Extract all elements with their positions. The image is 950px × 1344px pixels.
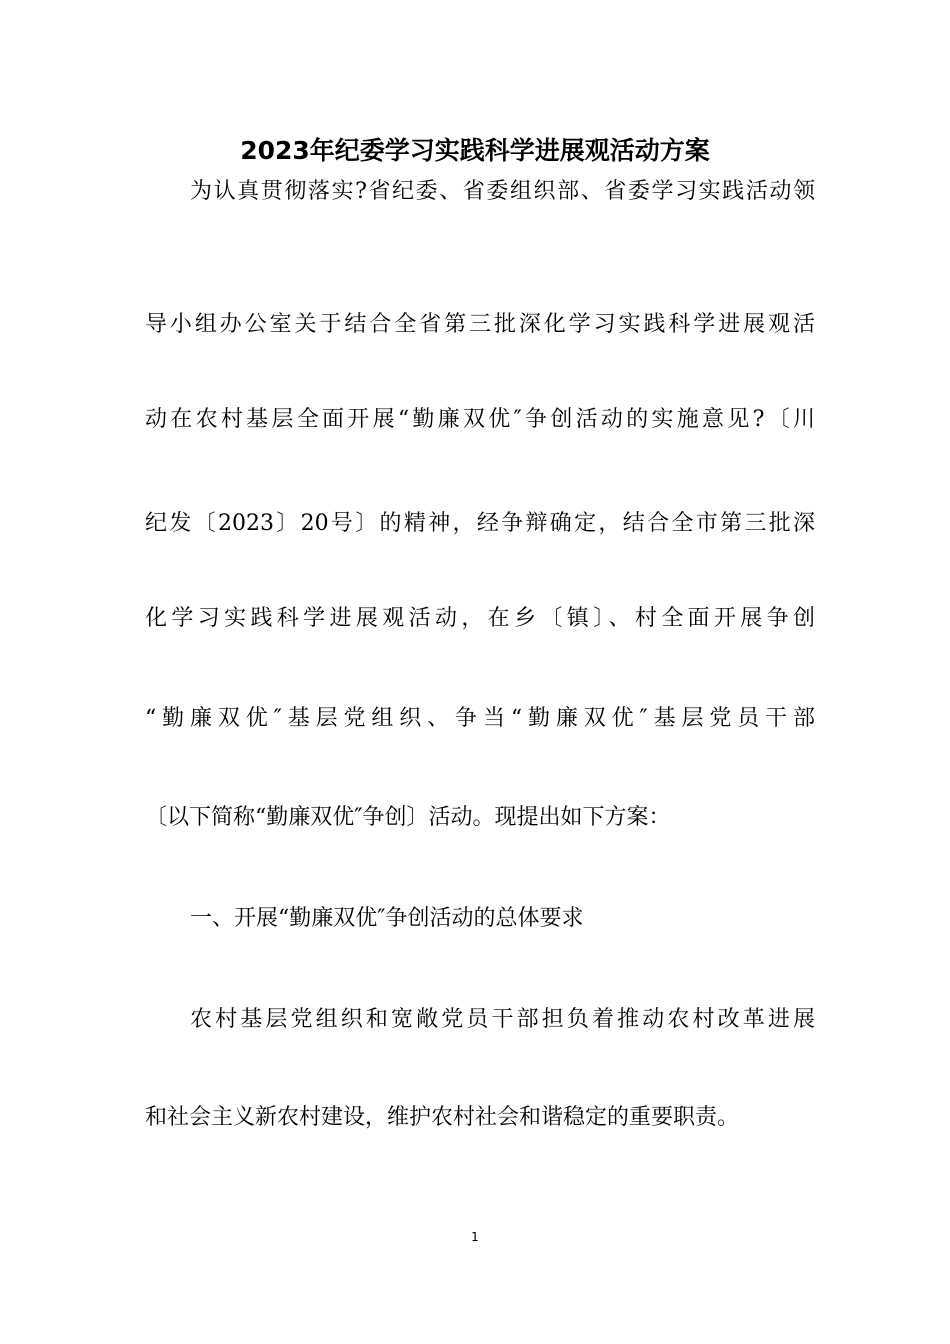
- paragraph-1-line-4: 纪发〔2023〕20号〕的精神，经争辩确定，结合全市第三批深: [145, 511, 815, 536]
- document-title: 2023年纪委学习实践科学进展观活动方案: [240, 136, 710, 165]
- paragraph-1-line-1: 为认真贯彻落实?省纪委、省委组织部、省委学习实践活动领: [190, 179, 815, 204]
- paragraph-1-line-2: 导小组办公室关于结合全省第三批深化学习实践科学进展观活: [145, 312, 815, 337]
- paragraph-1-line-3: 动在农村基层全面开展“勤廉双优″争创活动的实施意见?〔川: [145, 407, 815, 432]
- paragraph-2-line-1: 农村基层党组织和宽敞党员干部担负着推动农村改革进展: [190, 1007, 815, 1032]
- page-number: 1: [471, 1230, 479, 1244]
- paragraph-1-line-7: 〔以下简称“勤廉双优″争创〕活动。现提出如下方案：: [145, 805, 671, 830]
- section-heading-1: 一、开展“勤廉双优″争创活动的总体要求: [190, 906, 584, 931]
- paragraph-2-line-2: 和社会主义新农村建设，维护农村社会和谐稳定的重要职责。: [145, 1105, 740, 1130]
- paragraph-1-line-5: 化学习实践科学进展观活动，在乡〔镇〕、村全面开展争创: [145, 606, 815, 631]
- paragraph-1-line-6: “勤廉双优″基层党组织、争当“勤廉双优″基层党员干部: [145, 706, 815, 731]
